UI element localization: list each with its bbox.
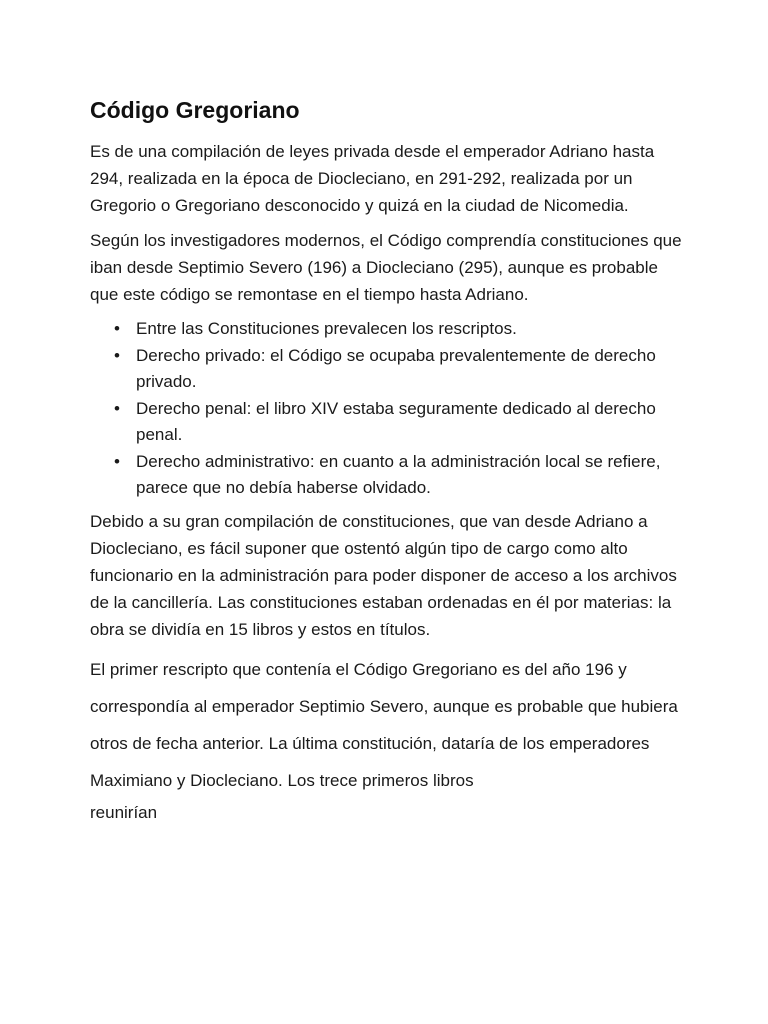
paragraph-first-rescript-tail: reunirían <box>90 802 158 822</box>
bullet-list <box>114 316 690 502</box>
paragraph-first-rescript <box>90 651 690 826</box>
paragraph-researchers: Según los investigadores modernos, el Código comprendía constituciones que iban desde Septimio Severo (196) a Diocleciano (295), aunque es probable que este código se remontase en el tiempo hasta Adriano. <box>90 231 682 304</box>
bullet-item: • Derecho privado: el Código se ocupaba prevalentemente de derecho privado. <box>114 343 690 396</box>
bullet-item: • Entre las Constituciones prevalecen los rescriptos. <box>114 316 690 343</box>
paragraph-compilation: Debido a su gran compilación de constituciones, que van desde Adriano a Diocleciano, es fácil suponer que ostentó algún tipo de cargo como alto funcionario en la administración para poder disponer de acceso a los archivos de la cancillería. Las constituciones estaban ordenadas en él por materias: la obra se dividía en 15 libros y estos en títulos. <box>90 511 677 639</box>
bullet-item: • Derecho administrativo: en cuanto a la administración local se refiere, parece que no debía haberse olvidado. <box>114 449 690 502</box>
bullet-item: • Derecho penal: el libro XIV estaba seguramente dedicado al derecho penal. <box>114 396 690 449</box>
document-page <box>90 92 690 834</box>
paragraph-intro: Es de una compilación de leyes privada desde el emperador Adriano hasta 294, realizada en la época de Diocleciano, en 291-292, realizada por un Gregorio o Gregoriano desconocido y quizá en la ciudad de Nicomedia. <box>90 142 655 215</box>
document-title: Código Gregoriano <box>90 97 300 123</box>
paragraph-first-rescript-main: El primer rescripto que contenía el Código Gregoriano es del año 196 y correspondía al emperador Septimio Severo, aunque es probable que hubiera otros de fecha anterior. La última constitución, dataría de los emperadores Maximiano y Diocleciano. Los trece primeros libros <box>90 659 678 790</box>
